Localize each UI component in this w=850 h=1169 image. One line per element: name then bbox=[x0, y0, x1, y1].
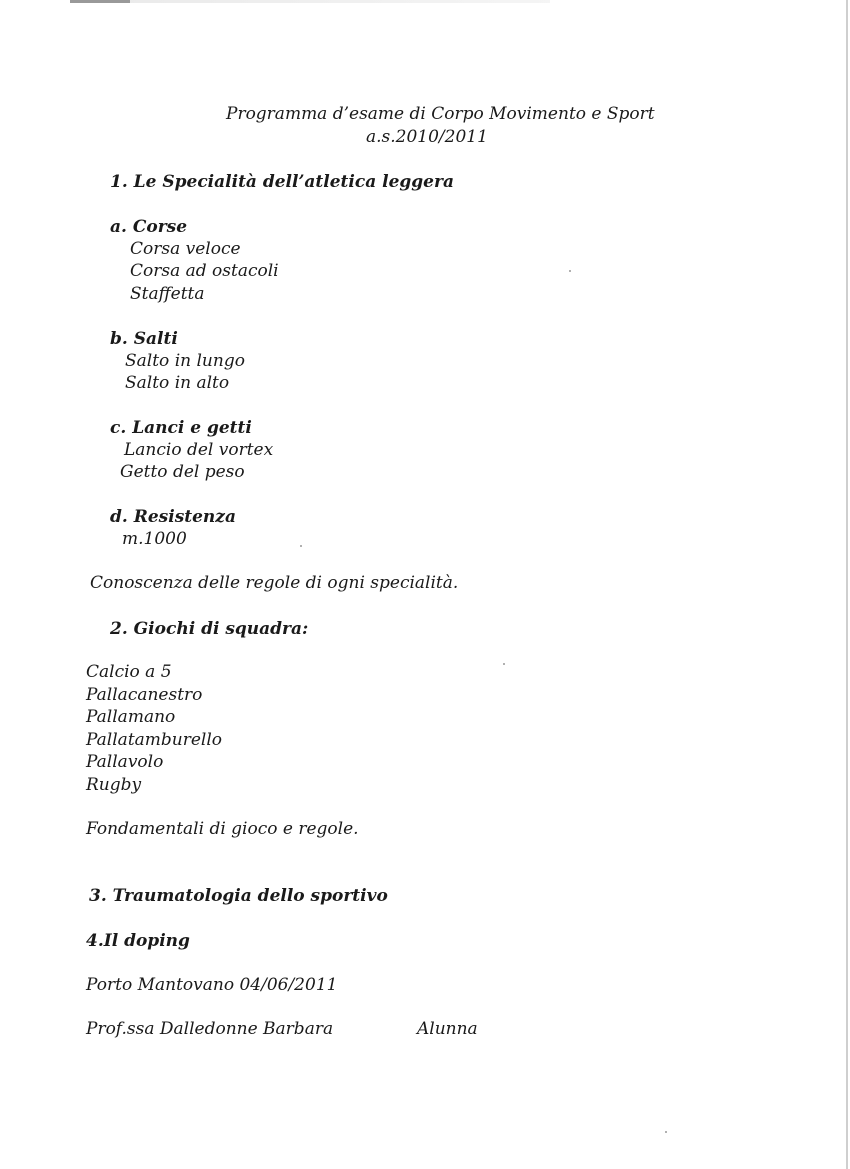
scan-speck bbox=[300, 545, 302, 547]
section-2-heading: 2. Giochi di squadra: bbox=[110, 619, 309, 639]
school-year: a.s.2010/2011 bbox=[366, 127, 488, 147]
list-item: m.1000 bbox=[122, 529, 187, 549]
document-title: Programma d’esame di Corpo Movimento e Sport bbox=[226, 104, 655, 124]
list-item: Lancio del vortex bbox=[124, 440, 274, 460]
list-item: Pallavolo bbox=[86, 752, 164, 772]
scan-speck bbox=[665, 1131, 667, 1133]
section-1-heading: 1. Le Specialità dell’atletica leggera bbox=[110, 172, 454, 192]
subsection-b-heading: b. Salti bbox=[110, 329, 178, 349]
place-date: Porto Mantovano 04/06/2011 bbox=[86, 975, 338, 995]
scan-speck bbox=[569, 270, 571, 272]
list-item: Pallamano bbox=[86, 707, 176, 727]
list-item: Pallacanestro bbox=[86, 685, 203, 705]
section-2-note: Fondamentali di gioco e regole. bbox=[86, 819, 359, 839]
subsection-c-heading: c. Lanci e getti bbox=[110, 418, 252, 438]
list-item: Rugby bbox=[86, 775, 142, 795]
student-signature-label: Alunna bbox=[417, 1019, 478, 1039]
scan-edge-top bbox=[70, 0, 550, 3]
subsection-a-heading: a. Corse bbox=[110, 217, 188, 237]
list-item: Salto in alto bbox=[125, 373, 230, 393]
scan-edge-right bbox=[846, 0, 848, 1169]
teacher-signature-label: Prof.ssa Dalledonne Barbara bbox=[86, 1019, 334, 1039]
scan-speck bbox=[503, 663, 505, 665]
list-item: Getto del peso bbox=[120, 462, 245, 482]
section-4-heading: 4.Il doping bbox=[86, 931, 190, 951]
list-item: Corsa ad ostacoli bbox=[130, 261, 279, 281]
list-item: Pallatamburello bbox=[86, 730, 223, 750]
subsection-d-heading: d. Resistenza bbox=[110, 507, 236, 527]
list-item: Calcio a 5 bbox=[86, 662, 172, 682]
section-1-note: Conoscenza delle regole di ogni specialità. bbox=[90, 573, 459, 593]
list-item: Salto in lungo bbox=[125, 351, 245, 371]
section-3-heading: 3. Traumatologia dello sportivo bbox=[89, 886, 388, 906]
list-item: Corsa veloce bbox=[130, 239, 241, 259]
list-item: Staffetta bbox=[130, 284, 205, 304]
